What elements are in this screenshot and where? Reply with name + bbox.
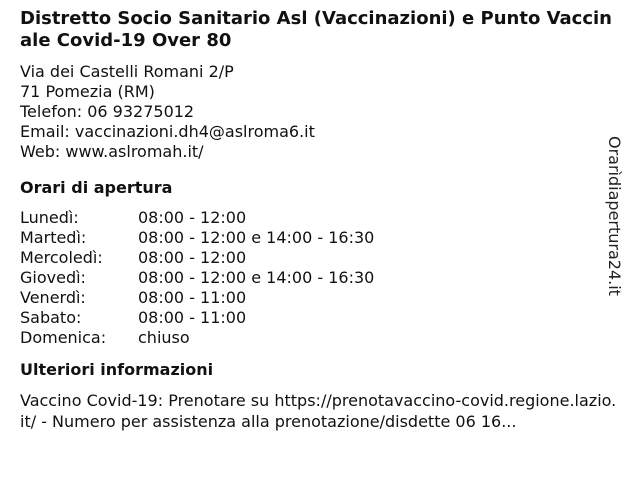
city-address: 71 Pomezia (RM) xyxy=(20,82,155,101)
side-watermark: Orarìdiapertura24.it xyxy=(605,136,624,296)
opening-hours-heading: Orari di apertura xyxy=(20,178,173,197)
hours-value: 08:00 - 12:00 xyxy=(138,248,247,267)
hours-row-wednesday xyxy=(20,248,620,268)
hours-value: 08:00 - 11:00 xyxy=(138,308,247,327)
further-info-text: Vaccino Covid-19: Prenotare su https://prenotavaccino-covid.regione.lazio.it/ - Numero per assistenza alla prenotazione/disdette 06 16... xyxy=(20,391,617,431)
hours-value: 08:00 - 12:00 e 14:00 - 16:30 xyxy=(138,228,375,247)
day-label: Mercoledì: xyxy=(20,248,103,267)
hours-value: chiuso xyxy=(138,328,190,347)
phone-number: Telefon: 06 93275012 xyxy=(20,102,195,121)
hours-row-sunday xyxy=(20,328,620,348)
day-label: Martedì: xyxy=(20,228,87,247)
hours-value: 08:00 - 12:00 xyxy=(138,208,247,227)
day-label: Domenica: xyxy=(20,328,107,347)
email-address: Email: vaccinazioni.dh4@aslroma6.it xyxy=(20,122,315,141)
further-info-heading: Ulteriori informazioni xyxy=(20,360,214,379)
opening-hours-list xyxy=(20,208,620,348)
day-label: Venerdì: xyxy=(20,288,86,307)
contact-block xyxy=(20,62,620,162)
day-label: Lunedì: xyxy=(20,208,79,227)
hours-row-thursday xyxy=(20,268,620,288)
hours-row-tuesday xyxy=(20,228,620,248)
business-title: Distretto Socio Sanitario Asl (Vaccinazioni) e Punto Vaccinale Covid-19 Over 80 xyxy=(20,8,612,51)
hours-row-monday xyxy=(20,208,620,228)
website-address: Web: www.aslromah.it/ xyxy=(20,142,204,161)
business-card xyxy=(20,8,620,432)
hours-value: 08:00 - 12:00 e 14:00 - 16:30 xyxy=(138,268,375,287)
hours-row-friday xyxy=(20,288,620,308)
day-label: Sabato: xyxy=(20,308,82,327)
hours-row-saturday xyxy=(20,308,620,328)
hours-value: 08:00 - 11:00 xyxy=(138,288,247,307)
day-label: Giovedì: xyxy=(20,268,86,287)
street-address: Via dei Castelli Romani 2/P xyxy=(20,62,234,81)
